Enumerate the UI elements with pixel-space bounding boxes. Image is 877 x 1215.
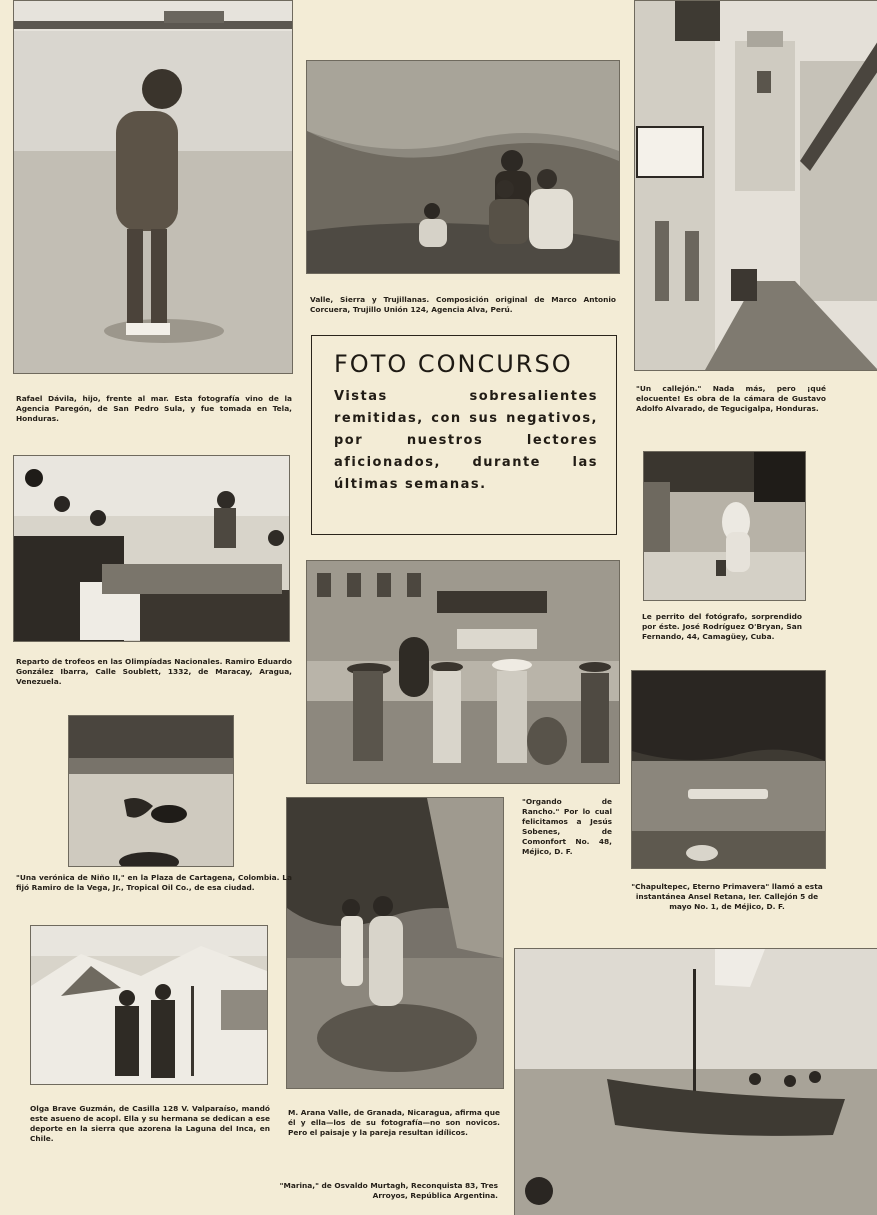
caption-boy-sea: Rafael Dávila, hijo, frente al mar. Esta fotografía vino de la Agencia Paregón, de San Pedro Sula, y fue tomada en Tela, Honduras.	[16, 394, 292, 423]
photo-granada	[286, 797, 504, 1089]
feature-title: FOTO CONCURSO	[334, 350, 573, 378]
photo-valle-sierra	[306, 60, 620, 274]
caption-granada: M. Arana Valle, de Granada, Nicaragua, afirma que él y ella—los de su fotografía—no son novicos. Pero el paisaje y la pareja resultan idílicos.	[288, 1108, 500, 1137]
feature-title-box	[311, 335, 617, 535]
caption-nieve: Olga Brave Guzmán, de Casilla 128 V. Valparaíso, mandó este asueno de acopl. Ella y su hermana se dedican a ese deporte en la sierra que azorena la Laguna del Inca, en Chile.	[30, 1104, 270, 1143]
caption-trofeos: Reparto de trofeos en las Olimpíadas Nacionales. Ramiro Eduardo González Ibarra, Calle Soublett, 1332, de Maracay, Aragua, Venezuela.	[16, 657, 292, 686]
photo-orgando-rancho	[306, 560, 620, 784]
photo-marina	[514, 948, 877, 1215]
photo-veronica	[68, 715, 234, 867]
photo-callejon	[634, 0, 877, 371]
feature-intro: Vistas sobresalientes remitidas, con sus negativos, por nuestros lectores aficionados, durante las últimas semanas.	[334, 389, 598, 492]
caption-callejon: "Un callejón." Nada más, pero ¡qué elocuente! Es obra de la cámara de Gustavo Adolfo Alvarado, de Tegucigalpa, Honduras.	[636, 384, 826, 413]
photo-perrito	[643, 451, 806, 601]
photo-chapultepec	[631, 670, 826, 869]
caption-perrito: Le perrito del fotógrafo, sorprendido por éste. José Rodríguez O'Bryan, San Fernando, 44, Camagüey, Cuba.	[642, 612, 802, 641]
photo-boy-at-sea	[13, 0, 293, 374]
caption-chapultepec: "Chapultepec, Eterno Primavera" llamó a esta instantánea Ansel Retana, Ier. Callejón 5 de mayo No. 1, de Méjico, D. F.	[631, 882, 823, 911]
caption-orgando: "Orgando de Rancho." Por lo cual felicitamos a Jesús Sobenes, de Comonfort No. 48, Méjico, D. F.	[522, 797, 612, 856]
caption-valle-sierra: Valle, Sierra y Trujillanas. Composición original de Marco Antonio Corcuera, Trujillo Unión 124, Agencia Alva, Perú.	[310, 295, 616, 314]
caption-marina: "Marina," de Osvaldo Murtagh, Reconquista 83, Tres Arroyos, República Argentina.	[279, 1181, 498, 1200]
photo-trofeos	[13, 455, 290, 642]
caption-veronica: "Una verónica de Niño II," en la Plaza de Cartagena, Colombia. La fijó Ramiro de la Vega, Jr., Tropical Oil Co., de esa ciudad.	[16, 873, 292, 892]
photo-nieve	[30, 925, 268, 1085]
